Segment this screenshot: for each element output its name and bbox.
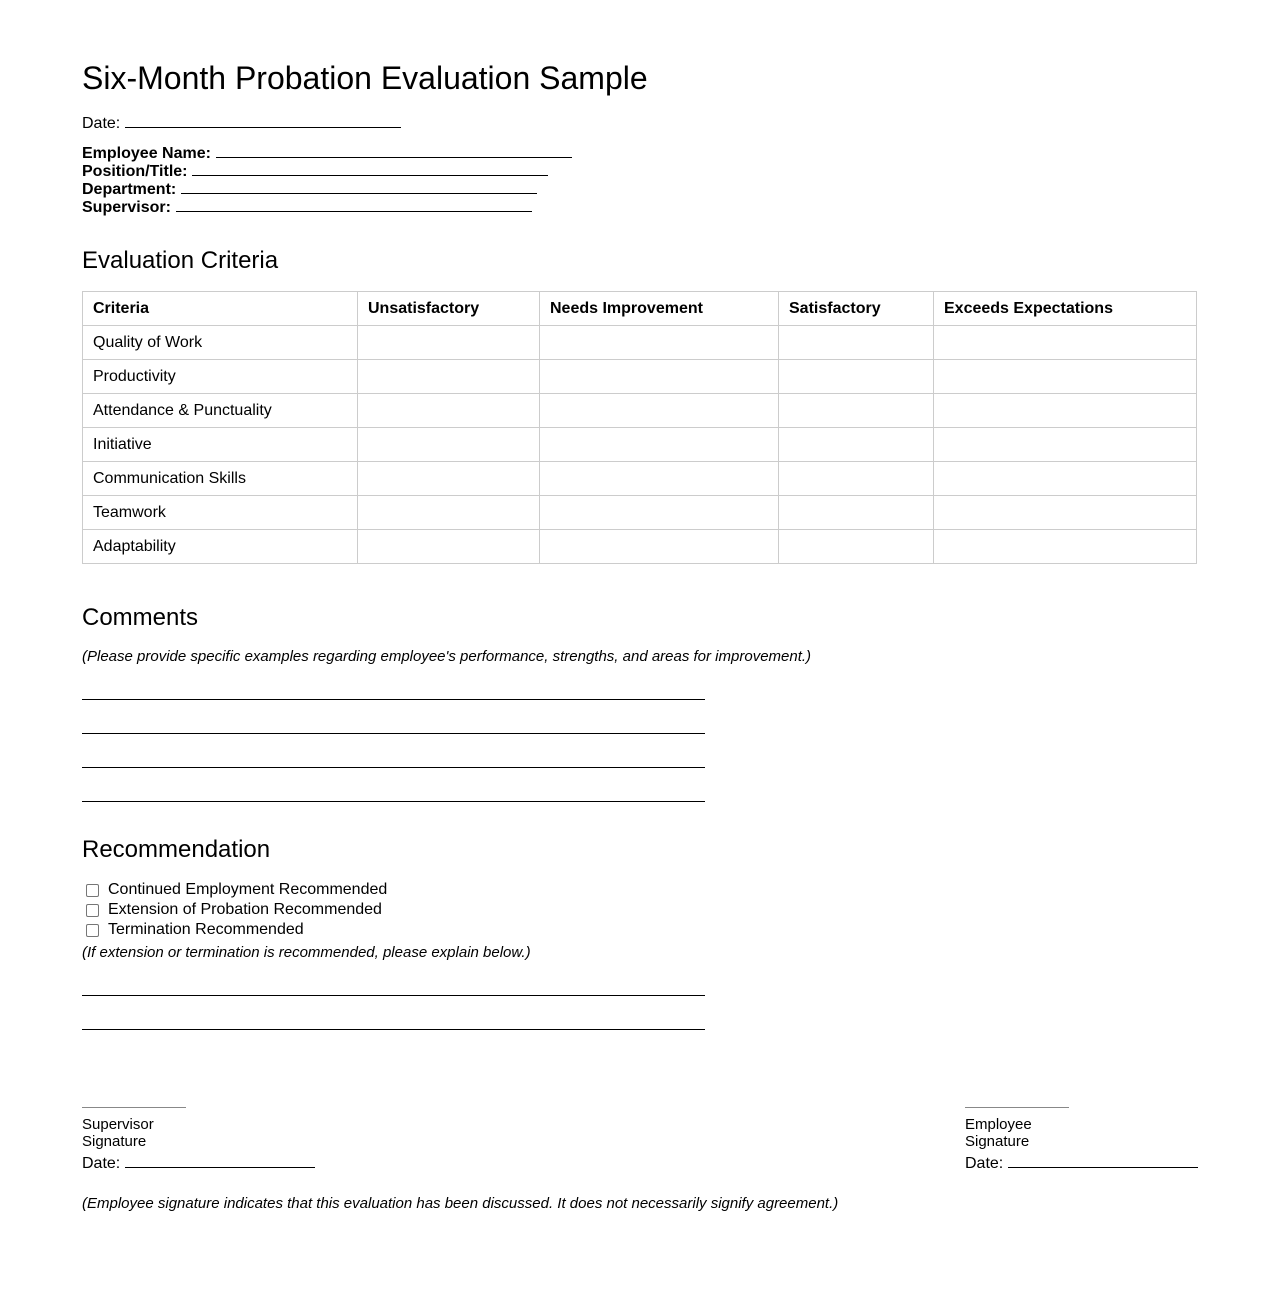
rating-cell-exceeds-expectations[interactable] xyxy=(934,428,1197,462)
employee-date-label: Date: xyxy=(965,1155,1004,1172)
column-header-criteria: Criteria xyxy=(83,292,358,326)
comment-line-4[interactable] xyxy=(82,801,705,802)
position-title-blank[interactable] xyxy=(192,160,548,176)
rating-cell-unsatisfactory[interactable] xyxy=(358,394,540,428)
table-header-row xyxy=(83,292,1197,326)
supervisor-signature-block xyxy=(82,1107,315,1172)
option-label: Termination Recommended xyxy=(108,921,304,938)
comment-line-3[interactable] xyxy=(82,767,705,768)
option-label: Continued Employment Recommended xyxy=(108,881,388,898)
rating-cell-needs-improvement[interactable] xyxy=(540,326,779,360)
rating-cell-exceeds-expectations[interactable] xyxy=(934,462,1197,496)
explanation-line-2[interactable] xyxy=(82,1029,705,1030)
column-header-needs-improvement: Needs Improvement xyxy=(540,292,779,326)
table-row xyxy=(83,428,1197,462)
criteria-cell: Productivity xyxy=(83,360,358,394)
rating-cell-needs-improvement[interactable] xyxy=(540,394,779,428)
supervisor-date-blank[interactable] xyxy=(125,1154,315,1168)
table-row xyxy=(83,360,1197,394)
rating-cell-exceeds-expectations[interactable] xyxy=(934,496,1197,530)
criteria-cell: Quality of Work xyxy=(83,326,358,360)
rating-cell-satisfactory[interactable] xyxy=(779,394,934,428)
comment-line-2[interactable] xyxy=(82,733,705,734)
rating-cell-satisfactory[interactable] xyxy=(779,360,934,394)
option-continued-employment[interactable] xyxy=(82,880,387,900)
department-field xyxy=(82,178,572,196)
department-blank[interactable] xyxy=(181,178,537,194)
rating-cell-satisfactory[interactable] xyxy=(779,326,934,360)
rating-cell-unsatisfactory[interactable] xyxy=(358,360,540,394)
rating-cell-unsatisfactory[interactable] xyxy=(358,496,540,530)
table-row xyxy=(83,530,1197,564)
employee-signature-block xyxy=(965,1107,1198,1172)
explanation-line-1[interactable] xyxy=(82,995,705,996)
employee-date-field xyxy=(965,1154,1198,1172)
department-label: Department: xyxy=(82,181,177,198)
rating-cell-unsatisfactory[interactable] xyxy=(358,530,540,564)
rating-cell-needs-improvement[interactable] xyxy=(540,496,779,530)
supervisor-blank[interactable] xyxy=(176,196,532,212)
column-header-satisfactory: Satisfactory xyxy=(779,292,934,326)
evaluation-criteria-heading: Evaluation Criteria xyxy=(82,247,279,274)
checkbox-extension-of-probation[interactable] xyxy=(86,904,99,917)
rating-cell-exceeds-expectations[interactable] xyxy=(934,394,1197,428)
criteria-cell: Initiative xyxy=(83,428,358,462)
rating-cell-needs-improvement[interactable] xyxy=(540,462,779,496)
comments-instruction: (Please provide specific examples regarding employee's performance, strengths, and areas for improvement.) xyxy=(82,648,812,665)
column-header-unsatisfactory: Unsatisfactory xyxy=(358,292,540,326)
supervisor-signature-line[interactable] xyxy=(82,1107,186,1108)
criteria-cell: Teamwork xyxy=(83,496,358,530)
date-field xyxy=(82,112,401,134)
rating-cell-satisfactory[interactable] xyxy=(779,428,934,462)
date-label: Date: xyxy=(82,115,121,132)
supervisor-date-field xyxy=(82,1154,315,1172)
criteria-cell: Adaptability xyxy=(83,530,358,564)
rating-cell-unsatisfactory[interactable] xyxy=(358,326,540,360)
comment-line-1[interactable] xyxy=(82,699,705,700)
employee-name-label: Employee Name: xyxy=(82,145,211,162)
supervisor-signature-label: Supervisor Signature xyxy=(82,1116,154,1150)
checkbox-termination[interactable] xyxy=(86,924,99,937)
criteria-cell: Communication Skills xyxy=(83,462,358,496)
employee-name-blank[interactable] xyxy=(216,142,572,158)
rating-cell-needs-improvement[interactable] xyxy=(540,530,779,564)
position-title-label: Position/Title: xyxy=(82,163,188,180)
recommendation-instruction: (If extension or termination is recommended, please explain below.) xyxy=(82,944,531,961)
supervisor-field xyxy=(82,196,572,214)
rating-cell-satisfactory[interactable] xyxy=(779,496,934,530)
option-extension-of-probation[interactable] xyxy=(82,900,387,920)
rating-cell-needs-improvement[interactable] xyxy=(540,360,779,394)
rating-cell-exceeds-expectations[interactable] xyxy=(934,360,1197,394)
supervisor-label: Supervisor: xyxy=(82,199,171,216)
checkbox-continued-employment[interactable] xyxy=(86,884,99,897)
page-title: Six-Month Probation Evaluation Sample xyxy=(82,60,648,96)
supervisor-date-label: Date: xyxy=(82,1155,121,1172)
rating-cell-unsatisfactory[interactable] xyxy=(358,428,540,462)
employee-date-blank[interactable] xyxy=(1008,1154,1198,1168)
rating-cell-satisfactory[interactable] xyxy=(779,462,934,496)
evaluation-criteria-table xyxy=(82,291,1197,564)
employee-name-field xyxy=(82,142,572,160)
rating-cell-exceeds-expectations[interactable] xyxy=(934,326,1197,360)
signature-footnote: (Employee signature indicates that this evaluation has been discussed. It does not necessarily signify agreement.) xyxy=(82,1195,839,1212)
rating-cell-unsatisfactory[interactable] xyxy=(358,462,540,496)
comments-heading: Comments xyxy=(82,604,199,631)
column-header-exceeds-expectations: Exceeds Expectations xyxy=(934,292,1197,326)
employee-signature-label: Employee Signature xyxy=(965,1116,1032,1150)
date-blank[interactable] xyxy=(125,112,401,128)
recommendation-options xyxy=(82,880,387,940)
table-row xyxy=(83,326,1197,360)
position-title-field xyxy=(82,160,572,178)
table-row xyxy=(83,462,1197,496)
option-termination[interactable] xyxy=(82,920,387,940)
table-row xyxy=(83,394,1197,428)
option-label: Extension of Probation Recommended xyxy=(108,901,382,918)
table-row xyxy=(83,496,1197,530)
rating-cell-needs-improvement[interactable] xyxy=(540,428,779,462)
criteria-cell: Attendance & Punctuality xyxy=(83,394,358,428)
rating-cell-satisfactory[interactable] xyxy=(779,530,934,564)
rating-cell-exceeds-expectations[interactable] xyxy=(934,530,1197,564)
recommendation-heading: Recommendation xyxy=(82,836,271,863)
employee-info xyxy=(82,142,572,214)
employee-signature-line[interactable] xyxy=(965,1107,1069,1108)
